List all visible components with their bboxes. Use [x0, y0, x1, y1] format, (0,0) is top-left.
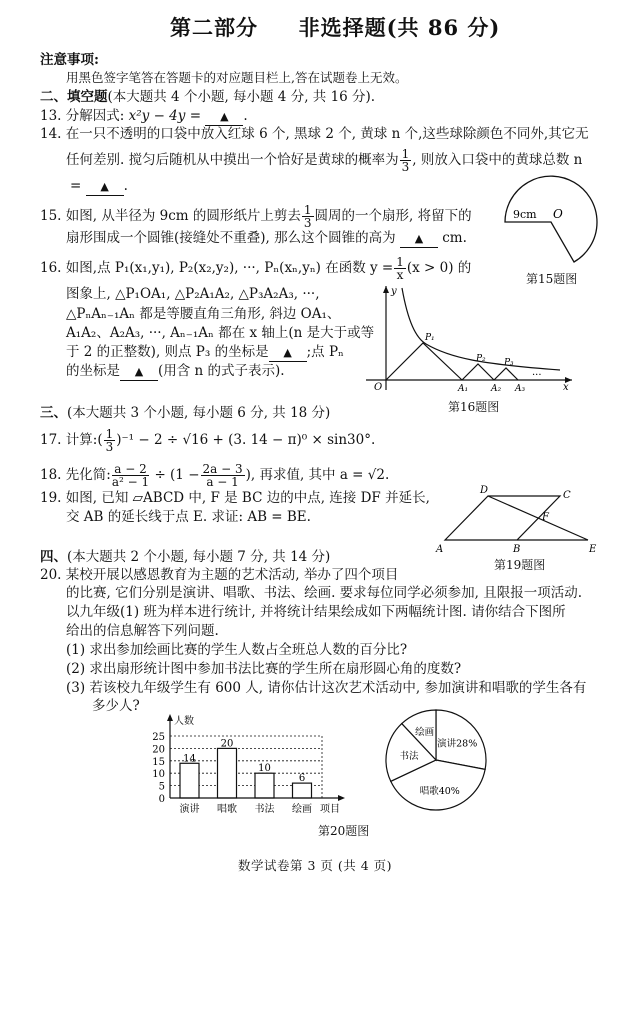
- pie-label: 书法: [399, 750, 419, 762]
- y-tick-label: 25: [152, 732, 165, 743]
- q17-text: 计算:: [65, 432, 98, 448]
- notice-heading: 注意事项:: [40, 52, 99, 68]
- section4-desc: (本大题共 2 个小题, 每小题 7 分, 共 14 分): [67, 549, 331, 565]
- page-footer: 数学试卷第 3 页 (共 4 页): [238, 858, 393, 873]
- q15-answer-blank[interactable]: ▲: [400, 231, 438, 248]
- q14-end: .: [123, 178, 128, 194]
- q16-line-2: 图象上, △P₁OA₁, △P₂A₁A₂, △P₃A₂A₃, ···,: [66, 286, 320, 302]
- triangle-3: [494, 368, 518, 380]
- section2-desc: (本大题共 4 个小题, 每小题 4 分, 共 16 分).: [107, 89, 376, 105]
- pie-label: 唱歌40%: [419, 785, 460, 797]
- x-label: x: [563, 382, 569, 392]
- q20-number: 20.: [40, 567, 62, 583]
- q13-text: 分解因式:: [65, 108, 125, 124]
- label-p1: P₁: [425, 333, 435, 343]
- q13-expression: x²y − 4y =: [128, 108, 202, 124]
- q16-frac-num: 1: [396, 255, 404, 269]
- section2-heading: 二、填空题: [40, 89, 108, 105]
- q15-text-1a: 如图, 从半径为 9cm 的圆形纸片上剪去: [65, 208, 301, 224]
- label-d: D: [480, 485, 489, 496]
- ellipsis: ···: [532, 370, 542, 381]
- q16-number: 16.: [40, 260, 62, 276]
- y-label: y: [391, 286, 397, 297]
- bar-chart-y-ticks: [152, 732, 165, 805]
- q15-line-2: [66, 230, 467, 248]
- q20-line-1: [40, 567, 398, 583]
- q17-expression: ⁻¹ − 2 ÷ √16 + (3. 14 − π)⁰ × sin30°.: [121, 432, 376, 448]
- q14-text-1: 在一只不透明的口袋中放入红球 6 个, 黑球 2 个, 黄球 n 个,这些球除颜色不同外,其它无: [65, 126, 589, 142]
- q16-fraction: [394, 256, 406, 281]
- q14-fraction: [400, 148, 412, 173]
- question-13: [40, 108, 248, 126]
- label-a: A: [436, 544, 444, 554]
- q18-number: 18.: [40, 467, 62, 483]
- question-17: 17. 计算:( $\frac{1}{3}$ )⁻¹ − 2 ÷ √16 + (3. 14 − π)⁰ × sin30°.: [40, 427, 376, 454]
- notice-text: 用黑色签字笔答在答题卡的对应题目栏上,答在试题卷上无效。: [66, 70, 408, 85]
- q16-text-1b: (x > 0) 的: [406, 260, 472, 276]
- question-18: [40, 463, 389, 488]
- q14-line-1: [40, 126, 589, 142]
- bar-data-label: 6: [298, 773, 306, 785]
- label-c: C: [563, 490, 571, 501]
- q19-number: 19.: [40, 490, 62, 506]
- q17-frac-den: 3: [105, 440, 114, 454]
- y-tick-label: 20: [152, 744, 165, 756]
- q20-caption: 第20题图: [318, 824, 370, 838]
- q18-frac2-num: 2a − 3: [202, 462, 243, 476]
- radius-label: 9cm: [513, 208, 537, 221]
- bar-data-label: 10: [258, 763, 271, 775]
- bar-唱歌: [218, 748, 237, 798]
- triangle-1: [386, 343, 462, 380]
- q15-line-1: [40, 204, 472, 229]
- section3-heading: 三、: [40, 405, 67, 421]
- q15-number: 15.: [40, 208, 62, 224]
- pie-chart: [380, 705, 495, 820]
- q20-sub-3-cont: 多少人?: [92, 698, 140, 714]
- q16-frac-den: x: [396, 268, 404, 282]
- section2-header: [40, 89, 375, 105]
- q19-line-1: [40, 490, 430, 506]
- q18-fraction-2: [201, 463, 245, 488]
- q20-sub-3: (3) 若该校九年级学生有 600 人, 请你估计这次艺术活动中, 参加演讲和唱歌的学生各有: [66, 680, 587, 696]
- q15-caption: 第15题图: [526, 272, 578, 286]
- bar-category-label: 演讲: [179, 804, 200, 815]
- q20-line-2: 的比赛, 它们分别是演讲、唱歌、书法、绘画. 要求每位同学必须参加, 且限报一项活动.: [66, 585, 583, 601]
- q16-line-5: [66, 344, 344, 362]
- q19-caption: 第19题图: [494, 558, 546, 572]
- label-a2: A₂: [491, 384, 502, 392]
- q14-line-3: [70, 178, 128, 196]
- q19-line-2: 交 AB 的延长线于点 E. 求证: AB = BE.: [66, 509, 311, 525]
- y-tick-label: 10: [152, 769, 165, 781]
- q18-end: ), 再求值, 其中 a = √2.: [245, 467, 390, 483]
- segment-de: [488, 496, 588, 540]
- q14-frac-den: 3: [401, 160, 410, 174]
- bar-演讲: [180, 763, 199, 798]
- q18-frac1-den: a² − 1: [111, 475, 150, 489]
- bar-data-label: 14: [183, 753, 196, 765]
- q20-line-4: 给出的信息解答下列问题.: [66, 623, 219, 639]
- q16-text-5a: 于 2 的正整数), 则点 P₃ 的坐标是: [66, 344, 269, 360]
- title-main: 非选择题(共 86 分): [298, 15, 501, 40]
- q16-answer-blank-1[interactable]: ▲: [269, 345, 307, 362]
- section4-heading: 四、: [40, 549, 67, 565]
- pie-label: 演讲28%: [437, 738, 478, 750]
- bar-x-axis-arrow: [338, 795, 345, 801]
- y-tick-label: 0: [158, 794, 165, 805]
- q20-sub-2: (2) 求出扇形统计图中参加书法比赛的学生所在扇形圆心角的度数?: [66, 661, 462, 677]
- origin-label: O: [374, 382, 383, 392]
- bar-绘画: [293, 783, 312, 798]
- q15-figure: [495, 170, 605, 270]
- q16-figure: [360, 282, 580, 392]
- label-e: E: [589, 544, 597, 554]
- q13-answer-blank[interactable]: ▲: [205, 109, 243, 126]
- q18-frac1-num: a − 2: [114, 462, 147, 476]
- q18-frac2-den: a − 1: [206, 475, 239, 489]
- q16-line-6: [66, 363, 285, 381]
- q20-sub-1: (1) 求出参加绘画比赛的学生人数占全班总人数的百分比?: [66, 642, 408, 658]
- y-axis-arrow: [383, 286, 389, 293]
- q19-text-1: 如图, 已知 ▱ABCD 中, F 是 BC 边的中点, 连接 DF 并延长,: [65, 490, 430, 506]
- q20-line-3: 以九年级(1) 班为样本进行统计, 并将统计结果绘成如下两幅统计图. 请你结合下图所: [66, 604, 566, 620]
- q17-number: 17.: [40, 432, 62, 448]
- label-p2: P₂: [476, 354, 486, 364]
- q16-line-3: △PₙAₙ₋₁Aₙ 都是等腰直角三角形, 斜边 OA₁、: [66, 306, 341, 322]
- label-a1: A₁: [458, 384, 469, 392]
- pie-label: 绘画: [415, 727, 435, 739]
- section3-desc: (本大题共 3 个小题, 每小题 6 分, 共 18 分): [67, 405, 331, 421]
- q17-fraction: [104, 428, 116, 453]
- q15-frac-den: 3: [303, 216, 312, 230]
- q13-number: 13.: [40, 108, 62, 124]
- q18-text: 先化简:: [65, 467, 111, 483]
- bar-chart-data-labels: [183, 738, 305, 784]
- bar-chart: [130, 712, 355, 820]
- q14-number: 14.: [40, 126, 62, 142]
- q15-text-2: 扇形围成一个圆锥(接缝处不重叠), 那么这个圆锥的高为: [66, 230, 396, 246]
- q15-frac-num: 1: [303, 203, 312, 217]
- bar-书法: [255, 773, 274, 798]
- q15-text-1b: 圆周的一个扇形, 将留下的: [314, 208, 472, 224]
- page-title: [170, 12, 500, 42]
- label-f: F: [542, 512, 549, 523]
- q20-text-1: 某校开展以感恩教育为主题的艺术活动, 举办了四个项目: [65, 567, 399, 583]
- section3-header: [40, 405, 330, 421]
- q14-equals: =: [70, 178, 82, 194]
- bar-category-label: 绘画: [292, 804, 312, 815]
- label-b: B: [513, 544, 521, 554]
- q15-fraction: [302, 204, 314, 229]
- triangle-2: [462, 364, 494, 380]
- q16-text-6a: 的坐标是: [66, 363, 120, 379]
- bar-y-axis-arrow: [167, 714, 173, 721]
- section4-header: [40, 549, 330, 565]
- q17-frac-num: 1: [105, 427, 114, 441]
- q16-line-4: A₁A₂、A₂A₃, ···, Aₙ₋₁Aₙ 都在 x 轴上(n 是大于或等: [66, 325, 375, 341]
- bar-category-label: 唱歌: [217, 804, 237, 815]
- q16-line-1: [40, 256, 471, 281]
- q18-middle: ÷ (1 −: [154, 467, 200, 483]
- label-a3: A₃: [515, 384, 526, 392]
- y-tick-label: 5: [158, 781, 165, 793]
- q16-answer-blank-2[interactable]: ▲: [120, 364, 158, 381]
- q14-frac-num: 1: [401, 147, 410, 161]
- center-label: O: [553, 207, 563, 221]
- bar-y-axis-label: 人数: [174, 716, 194, 727]
- q14-text-2b: , 则放入口袋中的黄球总数 n: [412, 152, 583, 168]
- bar-x-axis-label: 项目: [320, 804, 340, 815]
- q13-end: .: [243, 108, 248, 124]
- q19-figure: [432, 482, 602, 554]
- label-p3: P₃: [504, 358, 514, 368]
- bar-category-label: 书法: [254, 804, 275, 815]
- title-part: 第二部分: [170, 15, 258, 40]
- q16-text-5b: ;点 Pₙ: [306, 344, 344, 360]
- q15-unit: cm.: [442, 230, 467, 246]
- q18-fraction-1: [112, 463, 149, 488]
- q14-answer-blank[interactable]: ▲: [86, 179, 124, 196]
- q16-text-6b: (用含 n 的式子表示).: [158, 363, 285, 379]
- bar-chart-categories: [180, 802, 313, 815]
- q14-text-2a: 任何差别. 搅匀后随机从中摸出一个恰好是黄球的概率为: [66, 152, 399, 168]
- y-tick-label: 15: [152, 756, 165, 768]
- q16-caption: 第16题图: [448, 400, 500, 414]
- bar-data-label: 20: [220, 738, 234, 750]
- q16-text-1a: 如图,点 P₁(x₁,y₁), P₂(x₂,y₂), ···, Pₙ(xₙ,yₙ) 在函数 y =: [65, 260, 394, 276]
